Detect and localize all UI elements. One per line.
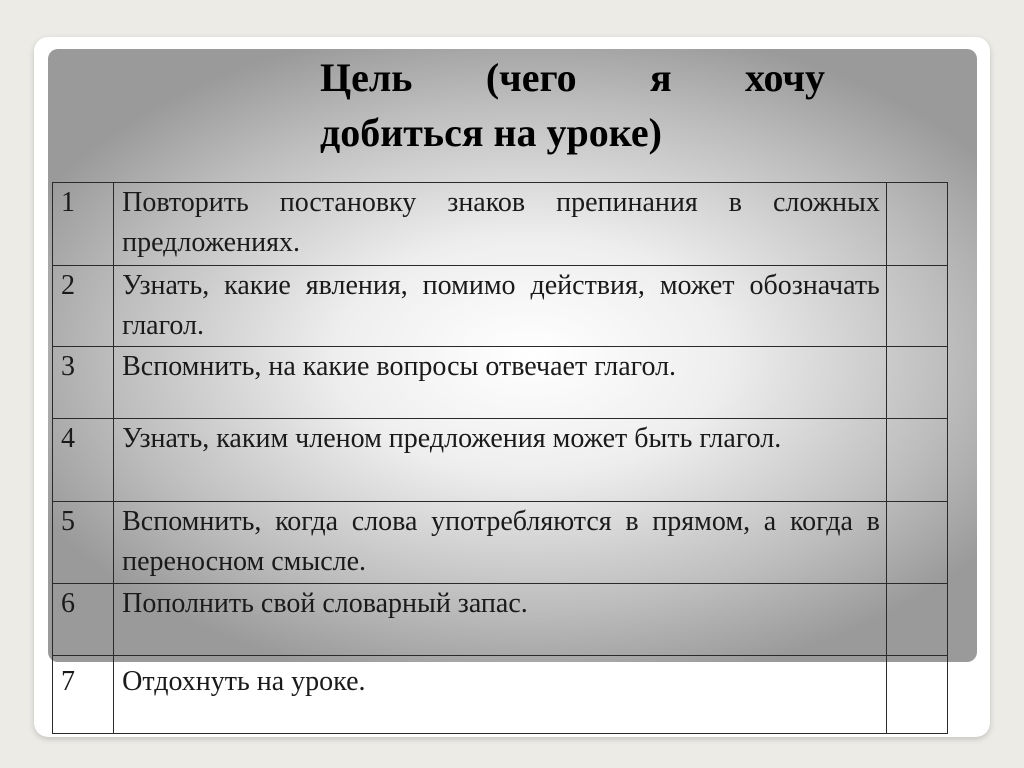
table-row — [53, 656, 948, 734]
row-mark-cell — [886, 502, 947, 584]
table-row — [53, 347, 948, 419]
row-goal-text: Узнать, какие явления, помимо действия, может обозначать глагол. — [114, 266, 887, 347]
row-goal-text: Пополнить свой словарный запас. — [114, 584, 887, 656]
row-number: 5 — [53, 502, 114, 584]
row-mark-cell — [886, 584, 947, 656]
slide-title-line-2: добиться на уроке) — [320, 110, 662, 155]
row-mark-cell — [886, 183, 947, 266]
row-mark-cell — [886, 419, 947, 502]
table-row — [53, 419, 948, 502]
row-number: 1 — [53, 183, 114, 266]
row-number: 4 — [53, 419, 114, 502]
row-mark-cell — [886, 347, 947, 419]
table-row — [53, 502, 948, 584]
table-row — [53, 584, 948, 656]
row-mark-cell — [886, 656, 947, 734]
table-row — [53, 183, 948, 266]
row-goal-text: Вспомнить, когда слова употребляются в прямом, а когда в переносном смысле. — [114, 502, 887, 584]
goals-table — [52, 182, 948, 734]
row-mark-cell — [886, 266, 947, 347]
row-goal-text: Вспомнить, на какие вопросы отвечает глагол. — [114, 347, 887, 419]
row-number: 6 — [53, 584, 114, 656]
slide-title-line-1: Цель (чего я хочу — [320, 55, 825, 100]
row-goal-text: Повторить постановку знаков препинания в сложных предложениях. — [114, 183, 887, 266]
row-goal-text: Отдохнуть на уроке. — [114, 656, 887, 734]
row-number: 3 — [53, 347, 114, 419]
table-row — [53, 266, 948, 347]
row-number: 2 — [53, 266, 114, 347]
slide-title — [320, 50, 825, 160]
row-number: 7 — [53, 656, 114, 734]
row-goal-text: Узнать, каким членом предложения может быть глагол. — [114, 419, 887, 502]
